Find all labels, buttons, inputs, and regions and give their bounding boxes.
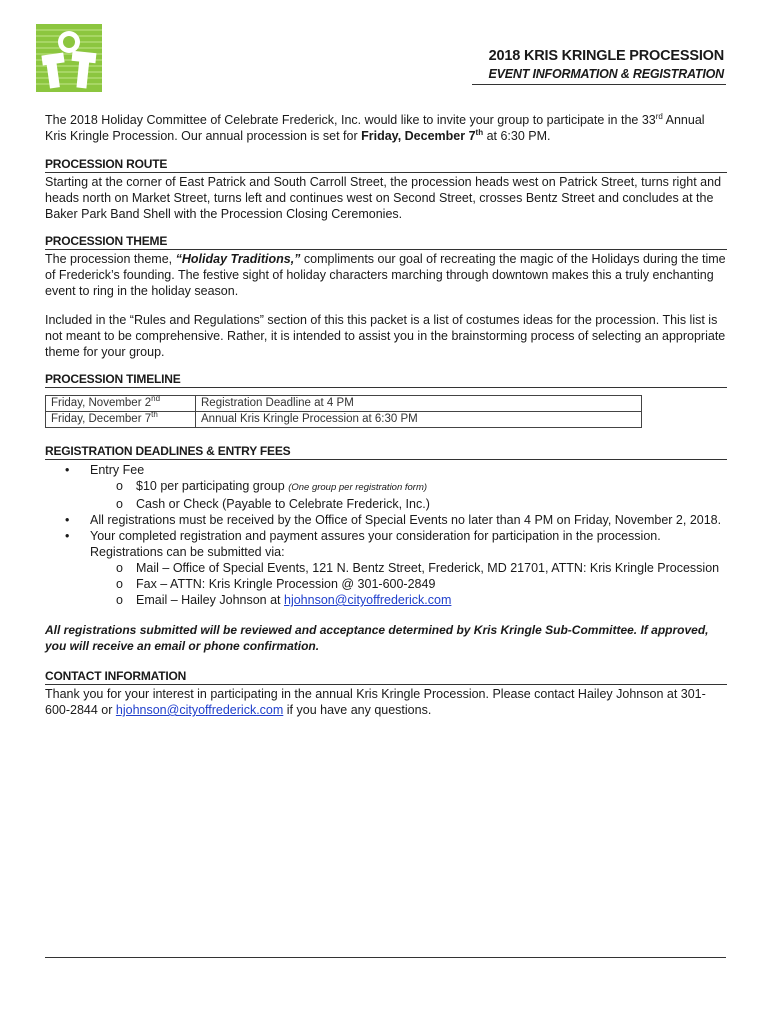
timeline-event: Annual Kris Kringle Procession at 6:30 PM xyxy=(196,412,642,428)
theme-paragraph xyxy=(45,251,727,299)
circle-bullet-icon: o xyxy=(116,497,123,511)
section-heading: REGISTRATION DEADLINES & ENTRY FEES xyxy=(45,443,727,460)
date-text: Friday, December 7 xyxy=(51,413,152,425)
document-subtitle: EVENT INFORMATION & REGISTRATION xyxy=(488,67,724,81)
contact-text: Thank you for your interest in participating in the annual Kris Kringle Procession. Please contact Hailey Johnson at 301-600-2844 or xyxy=(45,687,706,717)
list-item-text: Cash or Check (Payable to Celebrate Frederick, Inc.) xyxy=(136,497,430,511)
contact-text: if you have any questions. xyxy=(283,703,432,717)
timeline-date xyxy=(46,412,196,428)
route-text: Starting at the corner of East Patrick and South Carroll Street, the procession heads west on Patrick Street, turns right and heads north on Market Street, turns left and continues west on Second Street, crosses Bentz Street and concludes at the Baker Park Band Shell with the Procession Closing Ceremonies. xyxy=(45,175,722,221)
ordinal-suffix: th xyxy=(475,127,484,137)
document-title: 2018 KRIS KRINGLE PROCESSION xyxy=(488,48,724,64)
timeline-date xyxy=(46,396,196,412)
circle-bullet-icon: o xyxy=(116,593,123,607)
intro-text: Annual Kris Kringle Procession. Our annual procession is set for xyxy=(45,113,705,143)
date-text: Friday, November 2 xyxy=(51,397,152,409)
section-heading: CONTACT INFORMATION xyxy=(45,668,727,685)
fee-note: (One group per registration form) xyxy=(288,482,428,493)
email-link[interactable]: hjohnson@cityoffrederick.com xyxy=(115,703,284,717)
circle-bullet-icon: o xyxy=(116,561,123,575)
intro-text: at 6:30 PM. xyxy=(483,129,551,143)
registration-list xyxy=(45,462,727,608)
timeline-event: Registration Deadline at 4 PM xyxy=(196,396,642,412)
timeline-table xyxy=(45,395,642,428)
circle-bullet-icon: o xyxy=(116,577,123,591)
table-row xyxy=(46,412,642,428)
bullet-icon: • xyxy=(65,513,70,527)
contact-section xyxy=(45,668,727,718)
section-heading: PROCESSION TIMELINE xyxy=(45,371,727,388)
theme-section xyxy=(45,233,727,360)
ordinal-suffix: nd xyxy=(151,394,161,404)
document-body xyxy=(45,112,727,718)
list-item-text: Fax – ATTN: Kris Kringle Procession @ 301-600-2849 xyxy=(136,577,436,591)
list-item xyxy=(45,560,727,576)
footer-divider xyxy=(45,957,726,958)
list-item-text: All registrations must be received by the Office of Special Events no later than 4 PM on Friday, November 2, 2018. xyxy=(90,513,722,527)
list-item xyxy=(45,592,727,608)
list-item-text: Entry Fee xyxy=(90,463,145,477)
section-heading: PROCESSION ROUTE xyxy=(45,156,727,173)
list-item-text: Your completed registration and payment assures your consideration for participation in the procession. Registrations can be submitted via: xyxy=(90,529,661,559)
header-divider xyxy=(472,84,726,85)
list-item-text: $10 per participating group xyxy=(136,479,289,493)
theme-text: The procession theme, xyxy=(45,252,176,266)
list-item xyxy=(45,478,727,496)
list-item xyxy=(45,496,727,512)
intro-text: The 2018 Holiday Committee of Celebrate Frederick, Inc. would like to invite your group to participate in the 33 xyxy=(45,113,656,127)
ordinal-suffix: th xyxy=(151,410,158,420)
review-note: All registrations submitted will be reviewed and acceptance determined by Kris Kringle Sub-Committee. If approved, you will receive an email or phone confirmation. xyxy=(45,623,709,653)
list-item-text: Mail – Office of Special Events, 121 N. Bentz Street, Frederick, MD 21701, ATTN: Kris Kringle Procession xyxy=(136,561,720,575)
bullet-icon: • xyxy=(65,529,70,543)
bullet-icon: • xyxy=(65,463,70,477)
list-item-text: Email – Hailey Johnson at xyxy=(136,593,284,607)
list-item xyxy=(45,528,727,560)
intro-paragraph xyxy=(45,112,727,144)
timeline-section xyxy=(45,371,727,428)
celebrate-frederick-logo xyxy=(36,24,102,92)
email-link[interactable]: hjohnson@cityoffrederick.com xyxy=(284,593,452,607)
list-item xyxy=(45,576,727,592)
circle-bullet-icon: o xyxy=(116,479,123,493)
table-row xyxy=(46,396,642,412)
list-item xyxy=(45,462,727,478)
ordinal-suffix: rd xyxy=(655,111,663,121)
registration-section xyxy=(45,443,727,608)
event-date: Friday, December 7 xyxy=(361,129,476,143)
theme-text: compliments our goal of recreating the magic of the Holidays during the time of Frederick’s founding. The festive sight of holiday characters marching through downtown makes this a truly enchanting event to ring in the holiday season. xyxy=(45,252,726,298)
section-heading: PROCESSION THEME xyxy=(45,233,727,250)
contact-paragraph xyxy=(45,686,727,718)
list-item xyxy=(45,512,727,528)
route-section xyxy=(45,156,727,222)
costume-paragraph: Included in the “Rules and Regulations” section of this this packet is a list of costumes ideas for the procession. This list is not meant to be comprehensive. Rather, it is intended to assist you in the brainstorming process of selecting an appropriate theme for your group. xyxy=(45,313,726,359)
theme-name: “Holiday Traditions,” xyxy=(175,252,301,266)
